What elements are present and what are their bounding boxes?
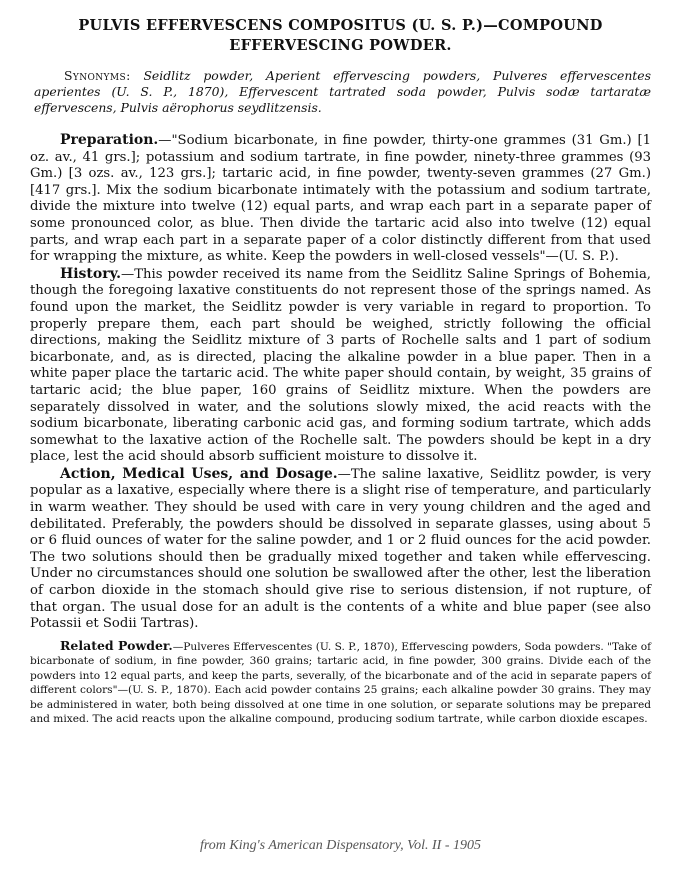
preparation-heading: Preparation. xyxy=(60,132,159,148)
synonyms-paragraph xyxy=(30,68,651,116)
synonyms-label: Synonyms: xyxy=(64,68,131,83)
synonyms-text: Seidlitz powder, Aperient effervescing powders, Pulveres effervescentes aperientes (U. S. P., 1870), Effervescent tartrated soda powder, Pulvis sodæ tartaratæ effervescens, Pulvis aërophorus seydlitzensis. xyxy=(34,68,651,115)
source-footer: from King's American Dispensatory, Vol. II - 1905 xyxy=(199,838,482,853)
related-text: —Pulveres Effervescentes (U. S. P., 1870), Effervescing powders, Soda powders. "Take of bicarbonate of sodium, in fine powder, 360 grains; tartaric acid, in fine powder, 300 grains. Divide each of the powders into 12 equal parts, and keep the parts, severally, of the bicarbonate and of the acid in separate papers of different colors"—(U. S. P., 1870). Each acid powder contains 25 grains; each alkaline powder 30 grains. They may be administered in water, both being dissolved at one time in one solution, or separate solutions may be prepared and mixed. The acid reacts upon the alkaline compound, producing sodium tartrate, while carbon dioxide escapes. xyxy=(30,640,651,726)
preparation-section xyxy=(30,132,651,266)
history-text: —This powder received its name from the Seidlitz Saline Springs of Bohemia, though the foregoing laxative constituents do not represent those of the springs named. As found upon the market, the Seidlitz powder is very variable in regard to proportion. To properly prepare them, each part should be weighed, strictly following the official directions, making the Seidlitz mixture of 3 parts of Rochelle salts and 1 part of sodium bicarbonate, and, as is directed, placing the alkaline powder in a blue paper. Then in a white paper place the tartaric acid. The white paper should contain, by weight, 35 grains of tartaric acid; the blue paper, 160 grains of Seidlitz mixture. When the powders are separately dissolved in water, and the solutions slowly mixed, the acid reacts with the sodium bicarbonate, liberating carbonic acid gas, and forming sodium tartrate, which adds somewhat to the laxative action of the Rochelle salt. The powders should be kept in a dry place, lest the acid should absorb sufficient moisture to dissolve it. xyxy=(30,266,651,465)
action-text: —The saline laxative, Seidlitz powder, is very popular as a laxative, especially where there is a slight rise of temperature, and particularly in warm weather. They should be used with care in very young children and the aged and debilitated. Preferably, the powders should be dissolved in separate glasses, using about 5 or 6 fluid ounces of water for the saline powder, and 1 or 2 fluid ounces for the acid powder. The two solutions should then be gradually mixed together and taken while effervescing. Under no circumstances should one solution be swallowed after the other, lest the liberation of carbon dioxide in the stomach should give rise to serious distension, if not rupture, of that organ. The usual dose for an adult is the contents of a white and blue paper (see also Potassii et Sodii Tartras). xyxy=(30,466,651,632)
action-section xyxy=(30,466,651,633)
history-section xyxy=(30,266,651,466)
preparation-text: —"Sodium bicarbonate, in fine powder, thirty-one grammes (31 Gm.) [1 oz. av., 41 grs.]; potassium and sodium tartrate, in fine powder, ninety-three grammes (93 Gm.) [3 ozs. av., 123 grs.]; tartaric acid, in fine powder, twenty-seven grammes (27 Gm.) [417 grs.]. Mix the sodium bicarbonate intimately with the potassium and sodium tartrate, divide the mixture into twelve (12) equal parts, and wrap each part in a separate paper of some pronounced color, as blue. Then divide the tartaric acid also into twelve (12) equal parts, and wrap each part in a separate paper of a color distinctly different from that used for wrapping the mixture, as white. Keep the powders in well-closed vessels"—(U. S. P.). xyxy=(30,133,651,265)
related-powder-section xyxy=(30,639,651,727)
page-title xyxy=(30,16,651,56)
related-heading: Related Powder. xyxy=(60,637,173,653)
title-line-1: PULVIS EFFERVESCENS COMPOSITUS (U. S. P.)—COMPOUND xyxy=(78,17,603,34)
action-heading: Action, Medical Uses, and Dosage. xyxy=(60,465,338,482)
history-heading: History. xyxy=(60,265,122,282)
title-line-2: EFFERVESCING POWDER. xyxy=(229,37,452,54)
